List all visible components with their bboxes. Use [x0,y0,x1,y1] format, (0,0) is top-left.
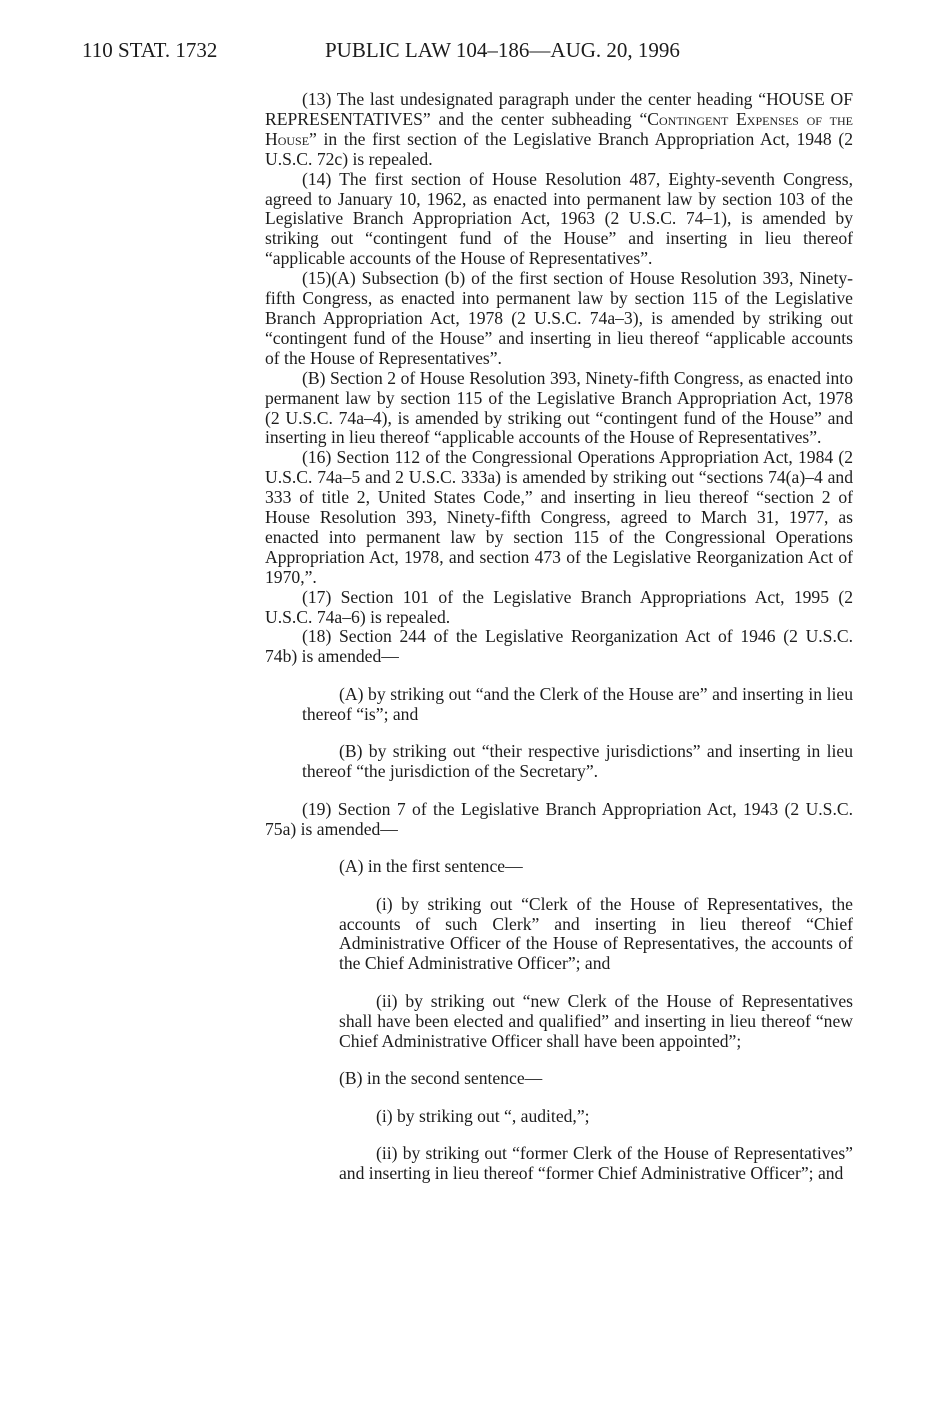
paragraph-15b: (B) Section 2 of House Resolution 393, Ninety-fifth Congress, as enacted into permanent law by section 115 of the Legislative Branch Appropriation Act, 1978 (2 U.S.C. 74a–4), is amended by striking out “contingent fund of the House” and inserting in lieu thereof “applicable accounts of the House of Representatives”. [265,367,853,448]
small-caps-subheading: Contingent Expenses of the House [265,108,853,149]
paragraph-19-a-ii: (ii) by striking out “new Clerk of the House of Representatives shall have been elected and qualified” and inserting in lieu thereof “new Chief Administrative Officer shall have been appointed”; [339,990,853,1051]
paragraph-19-b: (B) in the second sentence— [339,1068,543,1089]
paragraph-18-a: (A) by striking out “and the Clerk of the House are” and inserting in lieu thereof “is”; and [302,683,853,724]
paragraph-19-a-i: (i) by striking out “Clerk of the House of Representatives, the accounts of such Clerk” and inserting in lieu thereof “Chief Administrative Officer of the House of Representatives, the accounts of the Chief Administrative Officer”; and [339,893,853,974]
paragraph-13: (13) The last undesignated paragraph under the center heading “HOUSE OF REPRESENTATIVES” and the center subheading “Contingent Expenses of the House” in the first section of the Legislative Branch Appropriation Act, 1948 (2 U.S.C. 72c) is repealed. [265,89,853,169]
paragraph-19-b-ii: (ii) by striking out “former Clerk of the House of Representatives” and inserting in lieu thereof “former Chief Administrative Officer”; and [339,1143,853,1184]
public-law-heading: PUBLIC LAW 104–186—AUG. 20, 1996 [325,38,680,62]
paragraph-19-b-i: (i) by striking out “, audited,”; [376,1105,590,1126]
document-body [265,90,853,1202]
paragraph-19: (19) Section 7 of the Legislative Branch Appropriation Act, 1943 (2 U.S.C. 75a) is amended— [265,798,853,839]
stat-page-number: 110 STAT. 1732 [82,38,218,62]
paragraph-14: (14) The first section of House Resolution 487, Eighty-seventh Congress, agreed to January 10, 1962, as enacted into permanent law by section 103 of the Legislative Branch Appropriation Act, 1963 (2 U.S.C. 74–1), is amended by striking out “contingent fund of the House” and inserting in lieu thereof “applicable accounts of the House of Representatives”. [265,168,853,269]
paragraph-17: (17) Section 101 of the Legislative Branch Appropriations Act, 1995 (2 U.S.C. 74a–6) is repealed. [265,586,853,627]
paragraph-16: (16) Section 112 of the Congressional Operations Appropriation Act, 1984 (2 U.S.C. 74a–5 and 2 U.S.C. 333a) is amended by striking out “sections 74(a)–4 and 333 of title 2, United States Code,” and inserting in lieu thereof “section 2 of House Resolution 393, Ninety-fifth Congress, agreed to March 31, 1977, as enacted into permanent law by section 115 of the Congressional Operations Appropriation Act, 1978, and section 473 of the Legislative Reorganization Act of 1970,”. [265,447,853,587]
paragraph-15a: (15)(A) Subsection (b) of the first section of House Resolution 393, Ninety-fifth Congress, as enacted into permanent law by section 115 of the Legislative Branch Appropriation Act, 1978 (2 U.S.C. 74a–3), is amended by striking out “contingent fund of the House” and inserting in lieu thereof “applicable accounts of the House of Representatives”. [265,268,853,368]
paragraph-19-a: (A) in the first sentence— [339,856,523,877]
paragraph-18: (18) Section 244 of the Legislative Reorganization Act of 1946 (2 U.S.C. 74b) is amended— [265,626,853,667]
paragraph-18-b: (B) by striking out “their respective jurisdictions” and inserting in lieu thereof “the jurisdiction of the Secretary”. [302,741,853,782]
page-header [82,38,782,68]
